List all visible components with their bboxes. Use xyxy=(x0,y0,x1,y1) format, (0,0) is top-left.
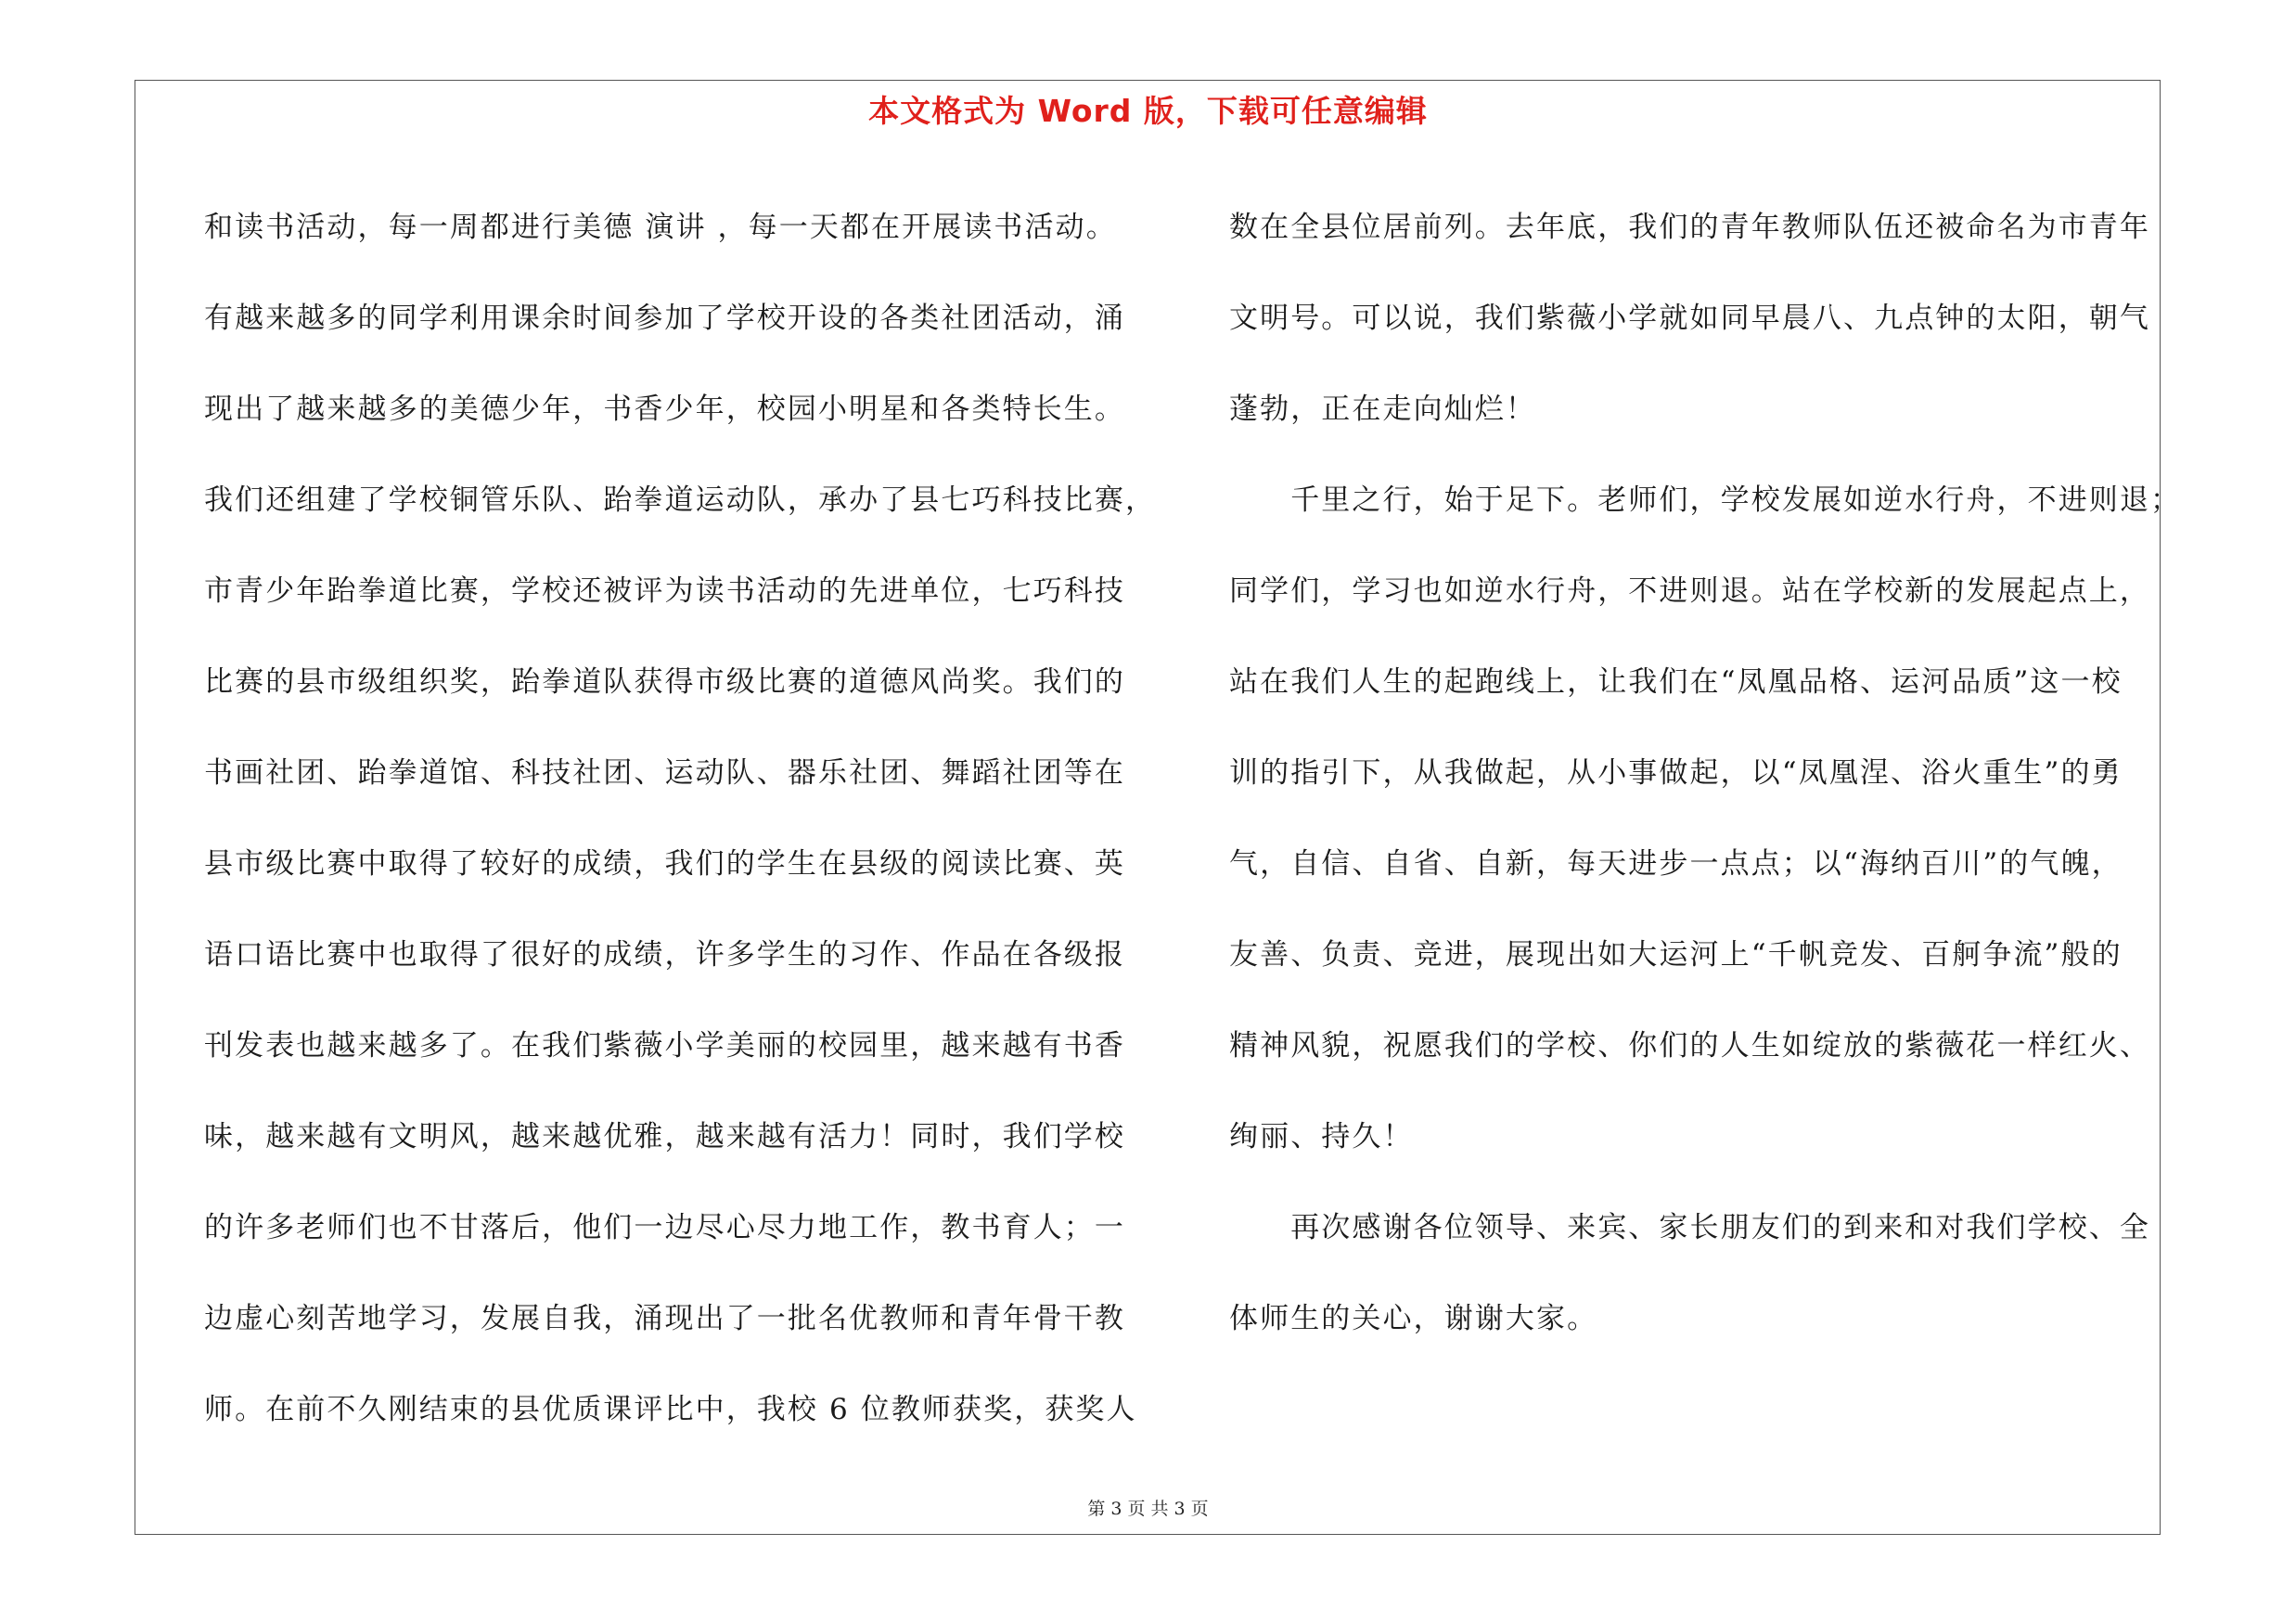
body-text-line: 千里之行，始于足下。老师们，学校发展如逆水行舟，不进则退； xyxy=(1229,483,2182,517)
body-text-line: 蓬勃，正在走向灿烂！ xyxy=(1229,393,1536,426)
body-text-line: 同学们，学习也如逆水行舟，不进则退。站在学校新的发展起点上， xyxy=(1229,574,2150,608)
body-text-line: 市青少年跆拳道比赛，学校还被评为读书活动的先进单位，七巧科技 xyxy=(204,574,1125,608)
body-text-line: 绚丽、持久！ xyxy=(1229,1120,1414,1153)
body-text-line: 师。在前不久刚结束的县优质课评比中，我校 6 位教师获奖，获奖人 xyxy=(204,1393,1137,1426)
body-text-line: 气，自信、自省、自新，每天进步一点点；以“海纳百川”的气魄， xyxy=(1229,847,2123,881)
body-text-line: 精神风貌，祝愿我们的学校、你们的人生如绽放的紫薇花一样红火、 xyxy=(1229,1029,2150,1063)
body-text-line: 味，越来越有文明风，越来越优雅，越来越有活力！同时，我们学校 xyxy=(204,1120,1125,1153)
left-text-column xyxy=(204,182,1157,1455)
body-text-line: 训的指引下，从我做起，从小事做起，以“凤凰涅、浴火重生”的勇 xyxy=(1229,756,2123,790)
body-text-line: 有越来越多的同学利用课余时间参加了学校开设的各类社团活动，涌 xyxy=(204,302,1125,335)
body-text-line: 书画社团、跆拳道馆、科技社团、运动队、器乐社团、舞蹈社团等在 xyxy=(204,756,1125,790)
body-text-line: 站在我们人生的起跑线上，让我们在“凤凰品格、运河品质”这一校 xyxy=(1229,665,2123,699)
body-text-line: 再次感谢各位领导、来宾、家长朋友们的到来和对我们学校、全 xyxy=(1229,1211,2150,1244)
body-text-line: 友善、负责、竞进，展现出如大运河上“千帆竞发、百舸争流”般的 xyxy=(1229,938,2123,972)
body-text-line: 和读书活动，每一周都进行美德 演讲 ，每一天都在开展读书活动。 xyxy=(204,211,1117,244)
document-header-notice: 本文格式为 Word 版，下载可任意编辑 xyxy=(868,93,1428,129)
body-text-line: 的许多老师们也不甘落后，他们一边尽心尽力地工作，教书育人；一 xyxy=(204,1211,1125,1244)
body-text-line: 比赛的县市级组织奖，跆拳道队获得市级比赛的道德风尚奖。我们的 xyxy=(204,665,1125,699)
body-text-line: 数在全县位居前列。去年底，我们的青年教师队伍还被命名为市青年 xyxy=(1229,211,2150,244)
body-text-line: 语口语比赛中也取得了很好的成绩，许多学生的习作、作品在各级报 xyxy=(204,938,1125,972)
body-text-line: 现出了越来越多的美德少年，书香少年，校园小明星和各类特长生。 xyxy=(204,393,1125,426)
body-text-line: 文明号。可以说，我们紫薇小学就如同早晨八、九点钟的太阳，朝气 xyxy=(1229,302,2150,335)
page-number-footer: 第 3 页 共 3 页 xyxy=(1087,1499,1209,1519)
body-text-line: 我们还组建了学校铜管乐队、跆拳道运动队，承办了县七巧科技比赛， xyxy=(204,483,1157,517)
body-text-line: 刊发表也越来越多了。在我们紫薇小学美丽的校园里，越来越有书香 xyxy=(204,1029,1125,1063)
body-text-line: 边虚心刻苦地学习，发展自我，涌现出了一批名优教师和青年骨干教 xyxy=(204,1302,1125,1335)
right-text-column xyxy=(1229,182,2182,1364)
body-text-line: 体师生的关心，谢谢大家。 xyxy=(1229,1302,1598,1335)
body-text-line: 县市级比赛中取得了较好的成绩，我们的学生在县级的阅读比赛、英 xyxy=(204,847,1125,881)
